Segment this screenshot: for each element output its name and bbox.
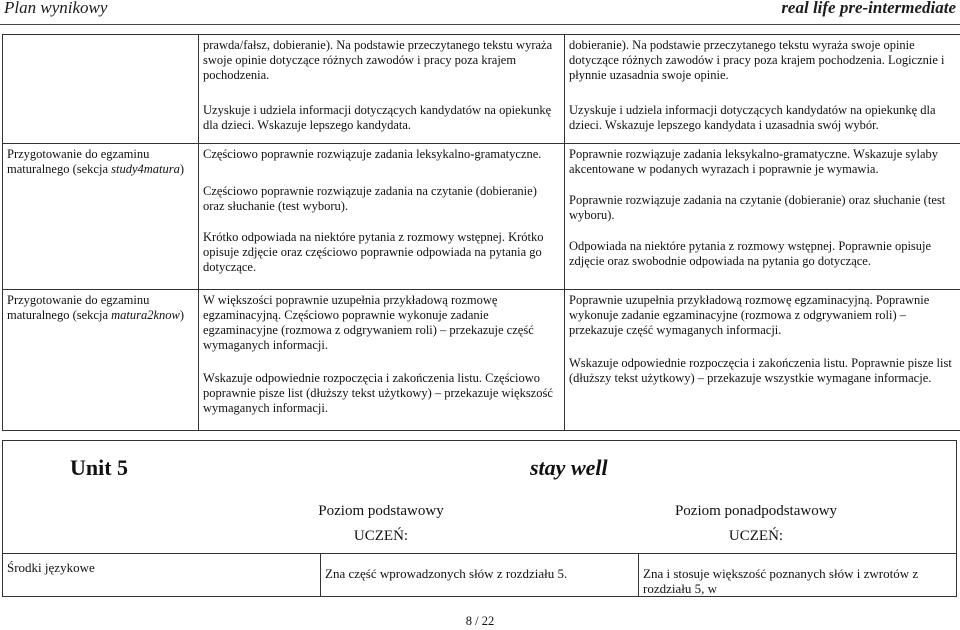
basic-level-heading: Poziom podstawowy bbox=[318, 503, 444, 519]
row-label: Przygotowanie do egzaminu maturalnego (sekcja bbox=[7, 293, 150, 322]
header-divider bbox=[0, 24, 960, 25]
page-number: 8 / 22 bbox=[465, 614, 495, 628]
advanced-level-heading: Poziom ponadpodstawowy bbox=[674, 503, 838, 519]
advanced-level-cell bbox=[565, 290, 960, 431]
requirements-table bbox=[2, 34, 960, 431]
table-row bbox=[3, 554, 957, 597]
row-label: Przygotowanie do egzaminu maturalnego (sekcja bbox=[7, 147, 150, 176]
basic-level-cell bbox=[199, 290, 565, 431]
advanced-text: dobieranie). Na podstawie przeczytanego tekstu wyraża swoje opinie dotyczące różnych zawodów i pracy poza krajem pochodzenia. Logicznie i płynnie uzasadnia swoje opinie. bbox=[569, 38, 945, 82]
row-label-section: matura2know bbox=[111, 308, 180, 322]
basic-level-cell bbox=[199, 144, 565, 290]
table-row bbox=[3, 35, 960, 144]
basic-text: Częściowo poprawnie rozwiązuje zadania na czytanie (dobieranie) oraz słuchanie (test wyboru). bbox=[203, 184, 537, 213]
advanced-text: Poprawnie uzupełnia przykładową rozmowę egzaminacyjną. Poprawnie wykonuje zadanie egzaminacyjne (rozmowa z odgrywaniem roli) – przekazuje część wymaganych informacji. bbox=[569, 293, 930, 337]
document-header-right: real life pre-intermediate bbox=[781, 0, 956, 17]
basic-text: Wskazuje odpowiednie rozpoczęcia i zakończenia listu. Częściowo poprawnie pisze list (dłuższy tekst użytkowy) – przekazuje większość wymaganych informacji. bbox=[203, 371, 553, 415]
advanced-text: Uzyskuje i udziela informacji dotyczących kandydatów na opiekunkę dla dzieci. Wskazuje lepszego kandydata i uzasadnia swój wybór. bbox=[569, 103, 936, 132]
basic-text: Zna część wprowadzonych słów z rozdziału 5. bbox=[325, 566, 568, 581]
basic-text: W większości poprawnie uzupełnia przykładową rozmowę egzaminacyjną. Częściowo poprawnie wykonuje zadanie egzaminacyjne (rozmowa z odgrywaniem roli) – przekazuje część wymaganych informacji. bbox=[203, 293, 534, 352]
advanced-text: Odpowiada na niektóre pytania z rozmowy wstępnej. Poprawnie opisuje zdjęcie oraz swobodnie odpowiada na pytania go dotyczące. bbox=[569, 239, 932, 268]
document-header-left: Plan wynikowy bbox=[4, 0, 108, 17]
row-label: Środki językowe bbox=[7, 560, 95, 575]
row-label-cell bbox=[3, 290, 199, 431]
basic-level-cell bbox=[321, 554, 639, 597]
basic-student-label: UCZEŃ: bbox=[353, 528, 409, 544]
row-label-end: ) bbox=[179, 308, 185, 322]
unit-name: stay well bbox=[530, 455, 608, 480]
basic-text: Krótko odpowiada na niektóre pytania z rozmowy wstępnej. Krótko opisuje zdjęcie oraz częściowo poprawnie odpowiada na pytania go dotyczące. bbox=[203, 230, 544, 274]
basic-text: Uzyskuje i udziela informacji dotyczących kandydatów na opiekunkę dla dzieci. Wskazuje lepszego kandydata. bbox=[203, 103, 552, 132]
row-label-cell bbox=[3, 35, 199, 144]
table-row bbox=[3, 144, 960, 290]
row-label-cell bbox=[3, 554, 321, 597]
unit-title: Unit 5 bbox=[70, 455, 129, 480]
advanced-text: Wskazuje odpowiednie rozpoczęcia i zakończenia listu. Poprawnie pisze list (dłuższy tekst użytkowy) – przekazuje wszystkie wymagane informacje. bbox=[569, 356, 952, 385]
basic-text: prawda/fałsz, dobieranie). Na podstawie przeczytanego tekstu wyraża swoje opinie dotyczące różnych zawodów i pracy poza krajem pochodzenia. bbox=[203, 38, 553, 82]
row-label-end: ) bbox=[179, 162, 185, 176]
advanced-text: Zna i stosuje większość poznanych słów i zwrotów z rozdziału 5, w bbox=[643, 566, 919, 596]
table-row bbox=[3, 290, 960, 431]
advanced-level-cell bbox=[639, 554, 957, 597]
advanced-text: Poprawnie rozwiązuje zadania leksykalno-gramatyczne. Wskazuje sylaby akcentowane w podanych wyrazach i poprawnie je wymawia. bbox=[569, 147, 939, 176]
advanced-level-cell bbox=[565, 35, 960, 144]
advanced-text: Poprawnie rozwiązuje zadania na czytanie (dobieranie) oraz słuchanie (test wyboru). bbox=[569, 193, 946, 222]
row-label-cell bbox=[3, 144, 199, 290]
row-label-section: study4matura bbox=[111, 162, 180, 176]
basic-level-cell bbox=[199, 35, 565, 144]
advanced-student-label: UCZEŃ: bbox=[728, 528, 784, 544]
advanced-level-cell bbox=[565, 144, 960, 290]
basic-text: Częściowo poprawnie rozwiązuje zadania leksykalno-gramatyczne. bbox=[203, 147, 542, 161]
